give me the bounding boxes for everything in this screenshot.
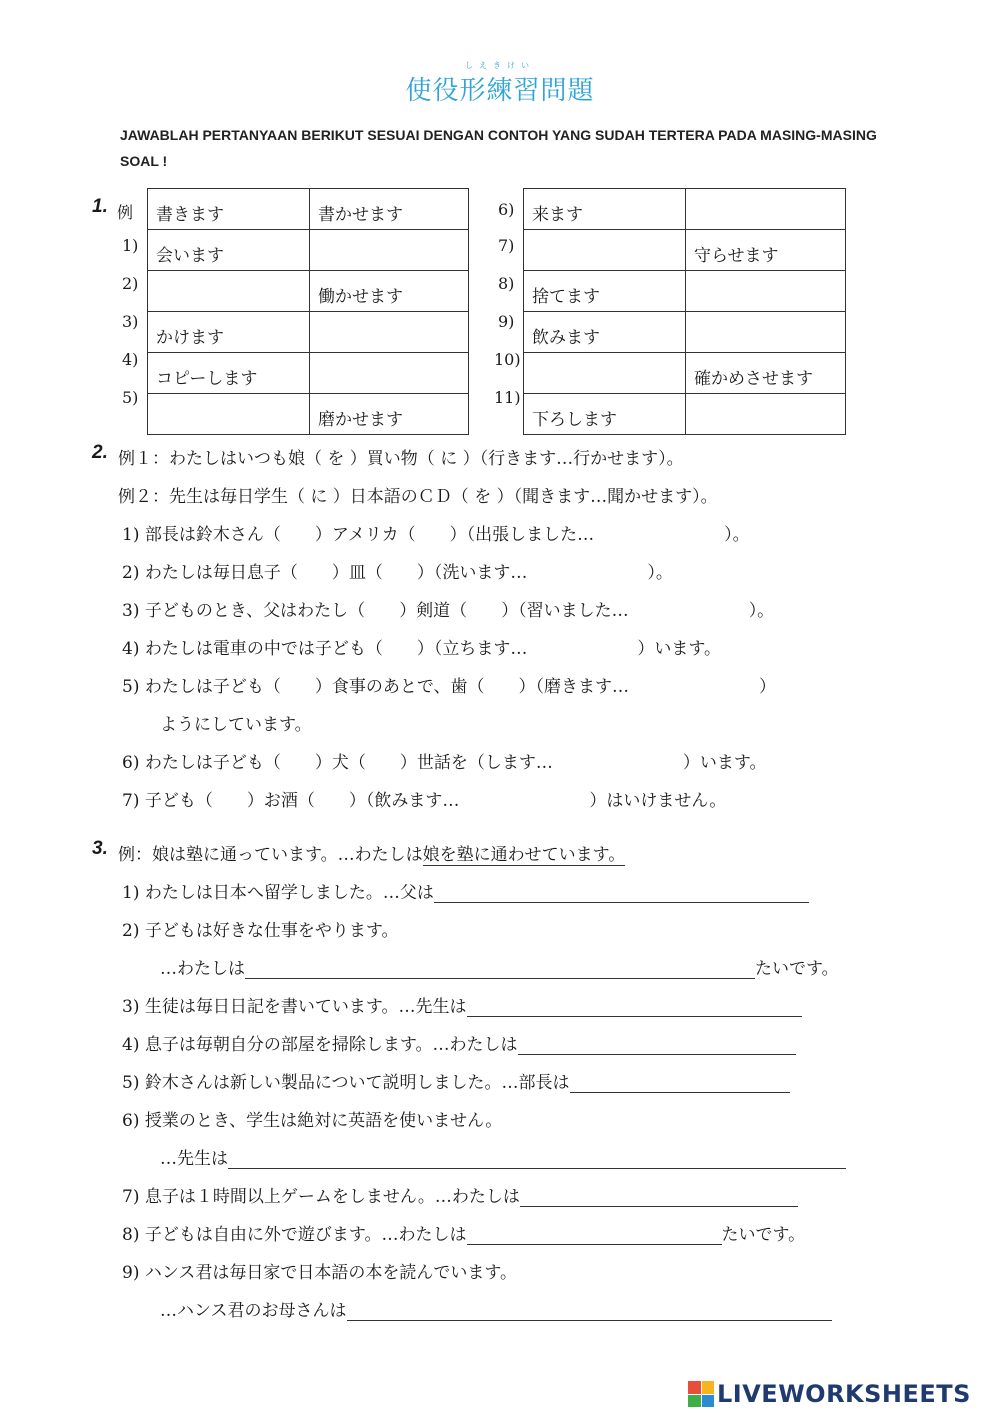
dictionary-form-cell[interactable]: 書きます: [148, 189, 310, 230]
causative-form-cell[interactable]: [686, 312, 846, 353]
item-text: ）お酒（: [246, 791, 315, 811]
answer-line[interactable]: [228, 1150, 846, 1169]
s3-item: [122, 878, 809, 903]
item-text: ）世話を（します…: [399, 753, 553, 773]
item-tail: たいです。: [721, 1225, 806, 1245]
item-number: 1): [122, 883, 140, 903]
item-number: 5): [122, 1073, 140, 1093]
section-3-number: 3.: [92, 838, 108, 859]
table-row: [148, 353, 469, 394]
s2-item: [122, 748, 767, 773]
s1-label: 11): [494, 388, 521, 407]
dictionary-form-cell[interactable]: 来ます: [524, 189, 686, 230]
item-number: 8): [122, 1225, 140, 1245]
s3-item-continued: [160, 954, 839, 979]
item-number: 1): [122, 525, 140, 545]
page-title: 使役形練習問題: [405, 76, 595, 106]
item-number: 4): [122, 1035, 140, 1055]
section-2-number: 2.: [92, 442, 108, 463]
s1-label: 7): [498, 236, 515, 255]
item-text: …先生は: [160, 1149, 228, 1169]
s3-item: [122, 1068, 790, 1093]
item-text: ）。: [724, 525, 750, 545]
title-ruby: しえきけい: [465, 61, 535, 70]
item-text: 授業のとき、学生は絶対に英語を使いません。: [144, 1111, 503, 1131]
answer-line[interactable]: [467, 1226, 722, 1245]
causative-form-cell[interactable]: 働かせます: [310, 271, 469, 312]
table-row: [524, 271, 846, 312]
s2-example-1: 例１：わたしはいつも娘（ を ）買い物（ に ）（行きます…行かせます）。: [118, 449, 684, 469]
item-text: 子ども（: [144, 791, 213, 811]
instructions: JAWABLAH PERTANYAAN BERIKUT SESUAI DENGAN CONTOH YANG SUDAH TERTERA PADA MASING-MASING SOAL !: [120, 127, 877, 169]
s2-item: [122, 672, 776, 697]
answer-line[interactable]: [518, 1036, 796, 1055]
conjugation-table-right: [523, 188, 846, 435]
item-text: ）（磨きます…: [518, 677, 630, 697]
item-text: 部長は鈴木さん（: [144, 525, 281, 545]
item-text: わたしは電車の中では子ども（: [144, 639, 383, 659]
item-text: ）犬（: [314, 753, 366, 773]
s2-item-continued: [160, 710, 312, 735]
s3-item-continued: [160, 1144, 846, 1169]
causative-form-cell[interactable]: 書かせます: [310, 189, 469, 230]
item-text: 子どものとき、父はわたし（: [144, 601, 366, 621]
s2-example-2: 例２：先生は毎日学生（ に ）日本語のＣＤ（ を ）（聞きます…聞かせます）。: [118, 487, 718, 507]
s3-example: [118, 840, 625, 865]
dictionary-form-cell[interactable]: コピーします: [148, 353, 310, 394]
item-text: 生徒は毎日日記を書いています。…先生は: [144, 997, 467, 1017]
s2-item: [122, 634, 721, 659]
s1-label: 例: [117, 203, 134, 222]
s1-label: 4): [122, 350, 139, 369]
answer-line[interactable]: [570, 1074, 790, 1093]
item-number: 6): [122, 753, 140, 773]
causative-form-cell[interactable]: [686, 394, 846, 435]
liveworksheets-logo-icon: [688, 1381, 714, 1407]
item-text: ようにしています。: [160, 715, 312, 735]
item-text: ）。: [748, 601, 775, 621]
dictionary-form-cell[interactable]: かけます: [148, 312, 310, 353]
s2-item: [122, 596, 774, 621]
s1-label: 2): [122, 274, 139, 293]
s1-label: 6): [498, 200, 515, 219]
s3-item: [122, 916, 399, 941]
item-text: 子どもは自由に外で遊びます。…わたしは: [144, 1225, 467, 1245]
item-text: 鈴木さんは新しい製品について説明しました。…部長は: [144, 1073, 570, 1093]
item-text: ）（飲みます…: [348, 791, 460, 811]
liveworksheets-logo: [688, 1378, 971, 1410]
item-text: 息子は１時間以上ゲームをしません。…わたしは: [144, 1187, 520, 1207]
causative-form-cell[interactable]: [686, 189, 846, 230]
s3-item: [122, 1258, 517, 1283]
dictionary-form-cell[interactable]: [524, 353, 686, 394]
item-text: 子どもは好きな仕事をやります。: [144, 921, 399, 941]
causative-form-cell[interactable]: [310, 312, 469, 353]
item-text: わたしは子ども（: [144, 677, 281, 697]
table-row: [148, 394, 469, 435]
s1-label: 9): [498, 312, 515, 331]
example-answer: 娘を塾に通わせています。: [422, 845, 626, 865]
s3-item: [122, 992, 802, 1017]
answer-line[interactable]: [520, 1188, 798, 1207]
item-number: 9): [122, 1263, 140, 1283]
item-text: 息子は毎朝自分の部屋を掃除します。…わたしは: [144, 1035, 518, 1055]
s3-item: [122, 1220, 805, 1245]
s2-item: [122, 520, 750, 545]
causative-form-cell[interactable]: 確かめさせます: [686, 353, 846, 394]
item-text: わたしは子ども（: [144, 753, 281, 773]
s1-label: 8): [498, 274, 515, 293]
item-number: 3): [122, 997, 140, 1017]
s1-label: 1): [122, 236, 139, 255]
s2-item: [122, 786, 726, 811]
table-row: [524, 394, 846, 435]
item-number: 4): [122, 639, 140, 659]
answer-line[interactable]: [245, 960, 755, 979]
causative-form-cell[interactable]: 守らせます: [686, 230, 846, 271]
conjugation-table-left: [147, 188, 469, 435]
item-text: ）います。: [682, 753, 767, 773]
item-text: ）: [759, 677, 777, 697]
table-row: [148, 230, 469, 271]
item-number: 7): [122, 1187, 140, 1207]
table-row: [148, 189, 469, 230]
causative-form-cell[interactable]: [310, 353, 469, 394]
section-1-number: 1.: [92, 196, 108, 217]
item-number: 2): [122, 563, 140, 583]
table-row: [148, 312, 469, 353]
s2-item: [122, 558, 673, 583]
dictionary-form-cell[interactable]: 会います: [148, 230, 310, 271]
causative-form-cell[interactable]: 磨かせます: [310, 394, 469, 435]
item-tail: たいです。: [755, 959, 839, 979]
item-number: 6): [122, 1111, 140, 1131]
item-text: ）。: [647, 563, 673, 583]
item-text: ）皿（: [331, 563, 383, 583]
item-text: ）（習いました…: [501, 601, 629, 621]
item-text: ）食事のあとで、歯（: [314, 677, 485, 697]
causative-form-cell[interactable]: [686, 271, 846, 312]
s1-label: 3): [122, 312, 139, 331]
s1-label: 10): [494, 350, 521, 369]
item-text: ハンス君は毎日家で日本語の本を読んでいます。: [144, 1263, 517, 1283]
item-text: ）剣道（: [399, 601, 468, 621]
item-text: ）アメリカ（: [314, 525, 416, 545]
item-text: …わたしは: [160, 959, 245, 979]
s3-item-continued: [160, 1296, 832, 1321]
answer-line[interactable]: [467, 998, 802, 1017]
table-row: [524, 312, 846, 353]
item-text: ）（出張しました…: [449, 525, 595, 545]
s3-item: [122, 1182, 798, 1207]
table-row: [524, 353, 846, 394]
s1-label: 5): [122, 388, 139, 407]
item-text: ）います。: [637, 639, 721, 659]
item-number: 3): [122, 601, 140, 621]
item-number: 7): [122, 791, 140, 811]
causative-form-cell[interactable]: [310, 230, 469, 271]
example-text: 例：娘は塾に通っています。…わたしは: [118, 845, 423, 865]
item-number: 5): [122, 677, 140, 697]
table-row: [148, 271, 469, 312]
dictionary-form-cell[interactable]: [148, 394, 310, 435]
dictionary-form-cell[interactable]: 下ろします: [524, 394, 686, 435]
logo-text: LIVEWORKSHEETS: [717, 1380, 971, 1408]
answer-line[interactable]: [347, 1302, 832, 1321]
table-row: [524, 230, 846, 271]
item-text: わたしは日本へ留学しました。…父は: [144, 883, 434, 903]
s3-item: [122, 1106, 502, 1131]
dictionary-form-cell[interactable]: [148, 271, 310, 312]
item-text: ）（立ちます…: [416, 639, 528, 659]
item-text: わたしは毎日息子（: [144, 563, 298, 583]
dictionary-form-cell[interactable]: 飲みます: [524, 312, 686, 353]
answer-line[interactable]: [434, 884, 809, 903]
table-row: [524, 189, 846, 230]
item-text: …ハンス君のお母さんは: [160, 1301, 347, 1321]
dictionary-form-cell[interactable]: [524, 230, 686, 271]
item-number: 2): [122, 921, 140, 941]
item-text: ）はいけません。: [589, 791, 727, 811]
dictionary-form-cell[interactable]: 捨てます: [524, 271, 686, 312]
s3-item: [122, 1030, 796, 1055]
item-text: ）（洗います…: [416, 563, 528, 583]
